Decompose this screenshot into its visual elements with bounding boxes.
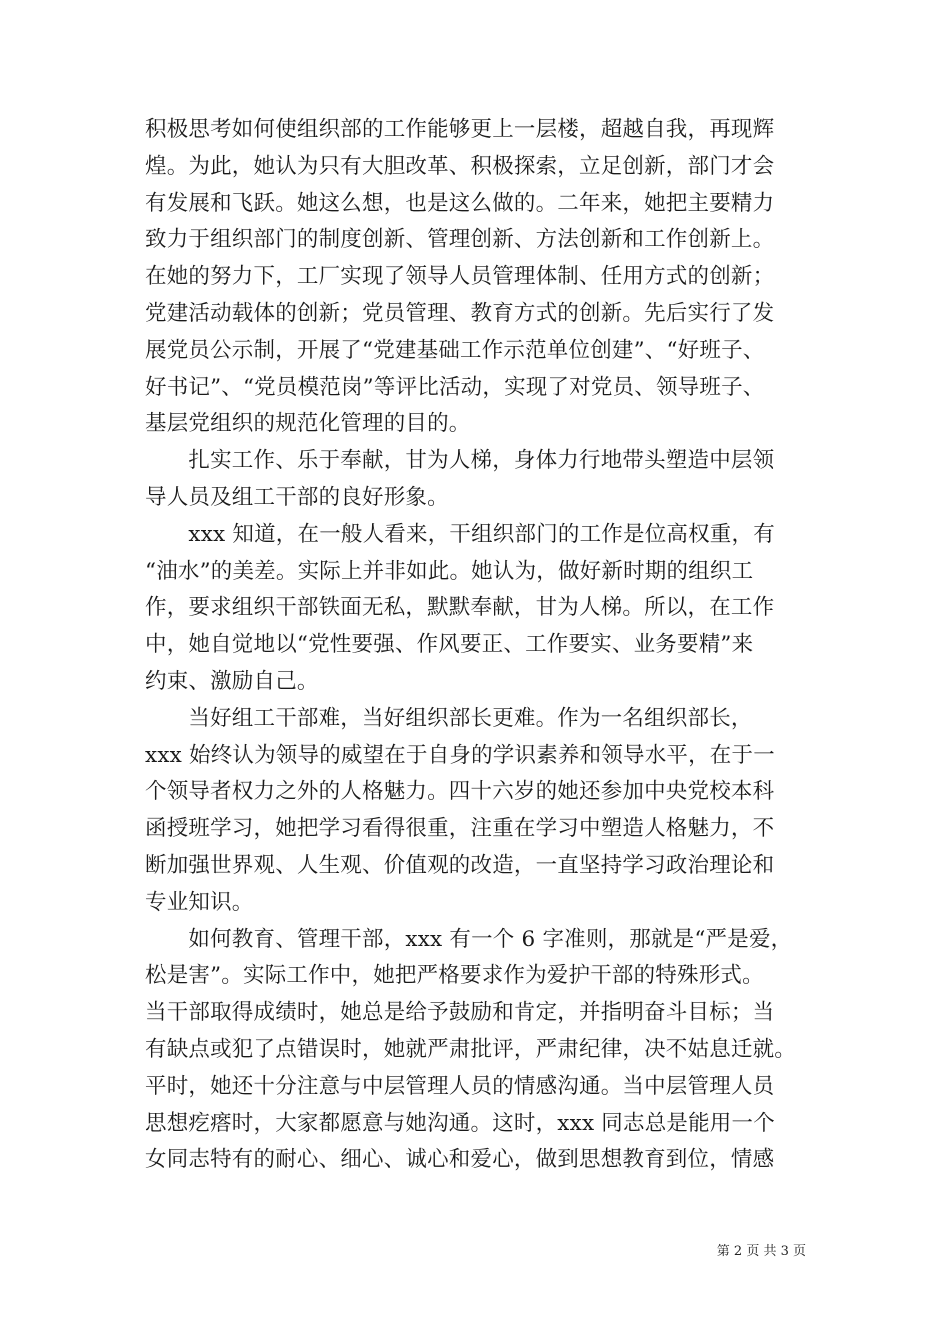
text-line: 当好组工干部难，当好组织部长更难。作为一名组织部长， — [145, 705, 753, 731]
text-line: 导人员及组工干部的良好形象。 — [145, 484, 449, 510]
text-line: 当干部取得成绩时，她总是给予鼓励和肯定，并指明奋斗目标；当 — [145, 1000, 775, 1026]
text-line: 如何教育、管理干部，xxx 有一个 6 字准则，那就是“严是爱， — [145, 926, 793, 952]
text-line: “油水”的美差。实际上并非如此。她认为，做好新时期的组织工 — [145, 558, 754, 584]
text-line: 断加强世界观、人生观、价值观的改造，一直坚持学习政治理论和 — [145, 852, 775, 878]
text-line: 松是害”。实际工作中，她把严格要求作为爱护干部的特殊形式。 — [145, 963, 764, 989]
text-line: 平时，她还十分注意与中层管理人员的情感沟通。当中层管理人员 — [145, 1073, 775, 1099]
text-line: 约束、激励自己。 — [145, 668, 319, 694]
text-line: xxx 知道，在一般人看来，干组织部门的工作是位高权重，有 — [145, 521, 775, 547]
text-line: 展党员公示制，开展了“党建基础工作示范单位创建”、“好班子、 — [145, 337, 765, 363]
text-line: 致力于组织部门的制度创新、管理创新、方法创新和工作创新上。 — [145, 227, 775, 253]
text-line: 女同志特有的耐心、细心、诚心和爱心，做到思想教育到位，情感 — [145, 1147, 775, 1173]
text-line: 专业知识。 — [145, 889, 254, 915]
page-number-footer: 第 2 页 共 3 页 — [716, 1244, 806, 1259]
text-line: 有缺点或犯了点错误时，她就严肃批评，严肃纪律，决不姑息迁就。 — [145, 1036, 797, 1062]
text-line: 煌。为此，她认为只有大胆改革、积极探索，立足创新，部门才会 — [145, 153, 775, 179]
text-line: 基层党组织的规范化管理的目的。 — [145, 411, 471, 437]
text-line: 思想疙瘩时，大家都愿意与她沟通。这时，xxx 同志总是能用一个 — [145, 1110, 775, 1136]
text-line: 在她的努力下，工厂实现了领导人员管理体制、任用方式的创新； — [145, 264, 775, 290]
text-line: 扎实工作、乐于奉献，甘为人梯，身体力行地带头塑造中层领 — [145, 448, 775, 474]
text-line: 有发展和飞跃。她这么想，也是这么做的。二年来，她把主要精力 — [145, 190, 775, 216]
text-line: 积极思考如何使组织部的工作能够更上一层楼，超越自我，再现辉 — [145, 117, 775, 142]
text-line: 党建活动载体的创新；党员管理、教育方式的创新。先后实行了发 — [145, 300, 775, 326]
text-line: 个领导者权力之外的人格魅力。四十六岁的她还参加中央党校本科 — [145, 779, 775, 805]
text-line: 作，要求组织干部铁面无私，默默奉献，甘为人梯。所以，在工作 — [145, 595, 775, 621]
text-line: xxx 始终认为领导的威望在于自身的学识素养和领导水平，在于一 — [145, 742, 775, 768]
text-line: 函授班学习，她把学习看得很重，注重在学习中塑造人格魅力，不 — [145, 816, 775, 842]
text-line: 中，她自觉地以“党性要强、作风要正、工作要实、业务要精”来 — [145, 632, 754, 658]
body-text — [145, 112, 825, 1179]
text-line: 好书记”、“党员模范岗”等评比活动，实现了对党员、领导班子、 — [145, 374, 765, 400]
